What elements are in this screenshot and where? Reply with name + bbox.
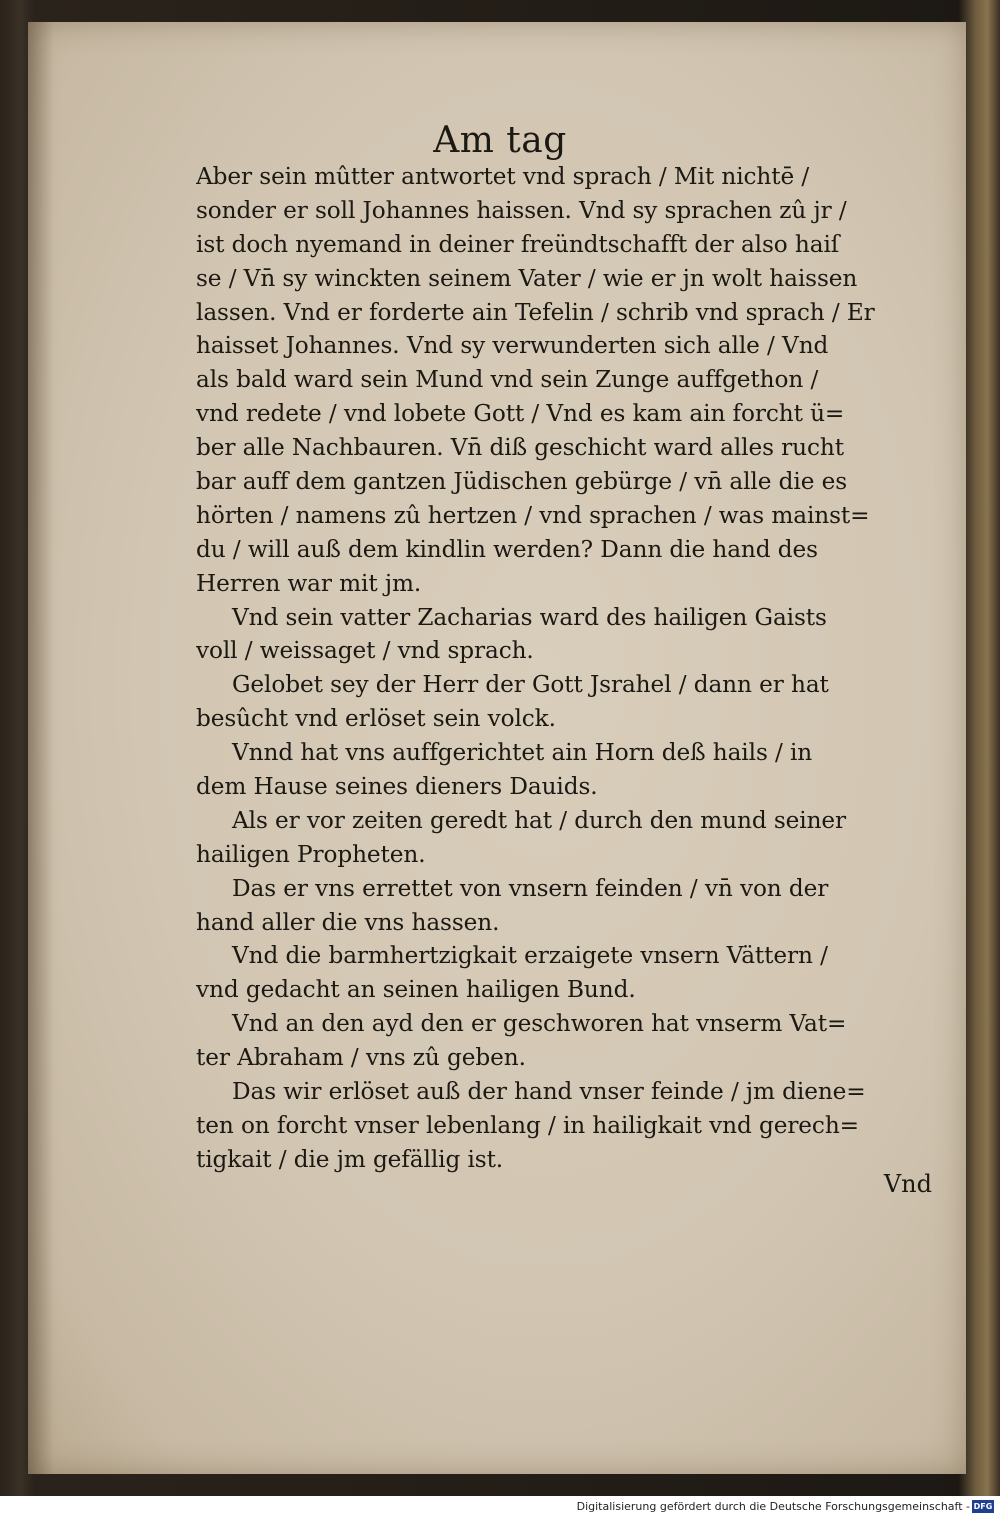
text-line: Gelobet sey der Herr der Gott Jsrahel / dann er hat bbox=[232, 671, 829, 699]
text-line: du / will auß dem kindlin werden? Dann die hand des bbox=[196, 535, 818, 563]
dfg-logo-icon: DFG bbox=[973, 1502, 993, 1511]
text-line: ist doch nyemand in deiner freündtschafft der also haiſ bbox=[196, 230, 840, 258]
text-line: Herren war mit jm. bbox=[196, 569, 422, 597]
body-text bbox=[196, 160, 936, 1177]
text-line: Das er vns errettet von vnsern feinden / vn̄ von der bbox=[232, 874, 829, 902]
text-line: vnd gedacht an seinen hailigen Bund. bbox=[196, 976, 636, 1004]
text-line: ten on forcht vnser lebenlang / in hailigkait vnd gerech= bbox=[196, 1111, 859, 1139]
text-line: sonder er soll Johannes haissen. Vnd sy sprachen zû jr / bbox=[196, 196, 847, 224]
text-line: se / Vn̄ sy winckten seinem Vater / wie er jn wolt haissen bbox=[196, 264, 858, 292]
text-line: ter Abraham / vns zû geben. bbox=[196, 1044, 526, 1072]
text-line: hailigen Propheten. bbox=[196, 840, 426, 868]
text-line: Als er vor zeiten geredt hat / durch den mund seiner bbox=[232, 806, 847, 834]
text-line: Vnd an den ayd den er geschworen hat vnserm Vat= bbox=[232, 1010, 847, 1038]
text-line: besûcht vnd erlöset sein volck. bbox=[196, 705, 556, 733]
text-line: ber alle Nachbauren. Vn̄ diß geschicht ward alles rucht bbox=[196, 434, 844, 462]
text-line: Vnd die barmhertzigkait erzaigete vnsern Vättern / bbox=[232, 942, 828, 970]
text-line: lassen. Vnd er forderte ain Tefelin / schrib vnd sprach / Er bbox=[196, 298, 875, 326]
text-line: als bald ward sein Mund vnd sein Zunge auffgethon / bbox=[196, 366, 819, 394]
text-line: hörten / namens zû hertzen / vnd sprachen / was mainst= bbox=[196, 501, 870, 529]
text-line: tigkait / die jm gefällig ist. bbox=[196, 1145, 504, 1173]
text-line: bar auff dem gantzen Jüdischen gebürge / vn̄ alle die es bbox=[196, 468, 848, 496]
text-line: Vnd sein vatter Zacharias ward des hailigen Gaists bbox=[232, 603, 827, 631]
text-line: Vnnd hat vns auffgerichtet ain Horn deß hails / in bbox=[232, 739, 813, 767]
text-line: Das wir erlöset auß der hand vnser feinde / jm diene= bbox=[232, 1078, 866, 1106]
footer-credit: Digitalisierung gefördert durch die Deutsche Forschungsgemeinschaft - bbox=[576, 1500, 970, 1513]
running-header: Am tag bbox=[433, 120, 567, 161]
footer-bar bbox=[0, 1496, 1000, 1518]
text-line: haisset Johannes. Vnd sy verwunderten sich alle / Vnd bbox=[196, 332, 829, 360]
text-line: Aber sein mûtter antwortet vnd sprach / Mit nichtē / bbox=[196, 163, 810, 190]
catchword: Vnd bbox=[883, 1170, 932, 1198]
text-line: hand aller die vns hassen. bbox=[196, 908, 500, 936]
text-line: vnd redete / vnd lobete Gott / Vnd es kam ain forcht ü= bbox=[196, 400, 845, 428]
text-line: voll / weissaget / vnd sprach. bbox=[196, 637, 534, 665]
text-line: dem Hause seines dieners Dauids. bbox=[196, 773, 598, 801]
